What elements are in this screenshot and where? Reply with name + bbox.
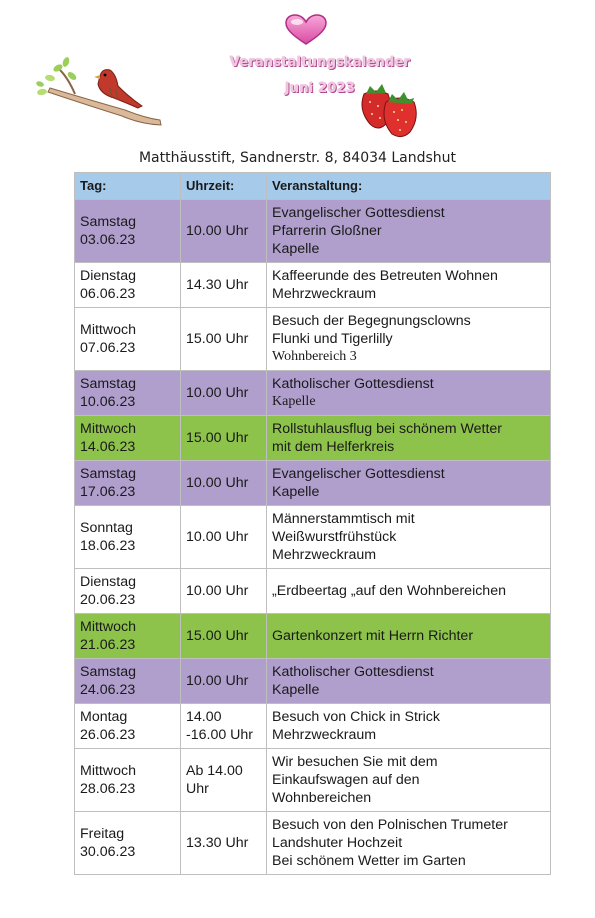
- event-line: Gartenkonzert mit Herrn Richter: [272, 628, 474, 644]
- event-line: Männerstammtisch mit: [272, 511, 415, 527]
- page-header: [0, 0, 595, 170]
- day-cell: [75, 200, 181, 263]
- heart-icon: [284, 14, 328, 46]
- date: 24.06.23: [80, 682, 136, 698]
- time-cell: [181, 659, 267, 704]
- time-text: 10.00 Uhr: [186, 385, 249, 401]
- day-cell: [75, 659, 181, 704]
- event-cell: [267, 263, 551, 308]
- date: 28.06.23: [80, 781, 136, 797]
- event-line: Katholischer Gottesdienst: [272, 664, 434, 680]
- table-row: [75, 749, 551, 812]
- time-text: 15.00 Uhr: [186, 331, 249, 347]
- table-row: [75, 704, 551, 749]
- event-line: Mehrzweckraum: [272, 727, 377, 743]
- time-cell: [181, 614, 267, 659]
- date: 17.06.23: [80, 484, 136, 500]
- time-cell: [181, 749, 267, 812]
- event-line: Weißwurstfrühstück: [272, 529, 397, 545]
- time-cell: [181, 200, 267, 263]
- date: 26.06.23: [80, 727, 136, 743]
- table-row: [75, 371, 551, 416]
- time-cell: [181, 461, 267, 506]
- event-line: Wohnbereich 3: [272, 349, 357, 364]
- time-cell: [181, 506, 267, 569]
- event-cell: [267, 569, 551, 614]
- strawberries-icon: [356, 80, 426, 140]
- time-text: 15.00 Uhr: [186, 430, 249, 446]
- day-cell: [75, 704, 181, 749]
- date: 03.06.23: [80, 232, 136, 248]
- time-text: 10.00 Uhr: [186, 529, 249, 545]
- weekday: Mittwoch: [80, 763, 136, 779]
- day-cell: [75, 461, 181, 506]
- table-header-row: [75, 173, 551, 200]
- event-line: Landshuter Hochzeit: [272, 835, 403, 851]
- event-calendar-table: [74, 172, 551, 875]
- event-line: Kapelle: [272, 484, 320, 500]
- table-row: [75, 461, 551, 506]
- event-cell: [267, 659, 551, 704]
- time-cell: [181, 704, 267, 749]
- weekday: Samstag: [80, 214, 136, 230]
- title-line-2: Juni 2023: [284, 81, 356, 96]
- time-text: 15.00 Uhr: [186, 628, 249, 644]
- event-cell: [267, 506, 551, 569]
- event-cell: [267, 308, 551, 371]
- table-row: [75, 263, 551, 308]
- weekday: Montag: [80, 709, 128, 725]
- time-text: 10.00 Uhr: [186, 223, 249, 239]
- table-row: [75, 569, 551, 614]
- header-day: Tag:: [75, 173, 181, 200]
- event-line: Evangelischer Gottesdienst: [272, 466, 445, 482]
- event-line: Flunki und Tigerlilly: [272, 331, 393, 347]
- event-line: Rollstuhlausflug bei schönem Wetter: [272, 421, 503, 437]
- weekday: Samstag: [80, 376, 136, 392]
- time-cell: [181, 416, 267, 461]
- weekday: Freitag: [80, 826, 125, 842]
- day-cell: [75, 416, 181, 461]
- time-text: 14.00: [186, 709, 222, 725]
- event-line: Kapelle: [272, 241, 320, 257]
- event-line: Wir besuchen Sie mit dem: [272, 754, 438, 770]
- address-line: Matthäusstift, Sandnerstr. 8, 84034 Landshut: [138, 150, 457, 166]
- day-cell: [75, 749, 181, 812]
- event-line: Einkaufswagen auf den: [272, 772, 420, 788]
- event-cell: [267, 749, 551, 812]
- date: 20.06.23: [80, 592, 136, 608]
- event-cell: [267, 461, 551, 506]
- event-line: Wohnbereichen: [272, 790, 372, 806]
- weekday: Dienstag: [80, 574, 136, 590]
- table-row: [75, 308, 551, 371]
- table-row: [75, 614, 551, 659]
- time-text: Ab 14.00: [186, 763, 243, 779]
- event-line: Katholischer Gottesdienst: [272, 376, 434, 392]
- day-cell: [75, 812, 181, 875]
- date: 06.06.23: [80, 286, 136, 302]
- event-line: Mehrzweckraum: [272, 286, 377, 302]
- event-cell: [267, 704, 551, 749]
- event-line: Evangelischer Gottesdienst: [272, 205, 445, 221]
- event-cell: [267, 200, 551, 263]
- event-line: Mehrzweckraum: [272, 547, 377, 563]
- day-cell: [75, 614, 181, 659]
- date: 14.06.23: [80, 439, 136, 455]
- date: 21.06.23: [80, 637, 136, 653]
- event-line: Bei schönem Wetter im Garten: [272, 853, 466, 869]
- table-row: [75, 659, 551, 704]
- header-event: Veranstaltung:: [267, 173, 551, 200]
- day-cell: [75, 308, 181, 371]
- weekday: Mittwoch: [80, 619, 136, 635]
- time-cell: [181, 263, 267, 308]
- weekday: Sonntag: [80, 520, 133, 536]
- weekday: Mittwoch: [80, 421, 136, 437]
- table-row: [75, 416, 551, 461]
- table-body: [75, 200, 551, 875]
- table-row: [75, 506, 551, 569]
- event-cell: [267, 812, 551, 875]
- event-line: „Erdbeertag „auf den Wohnbereichen: [272, 583, 506, 599]
- bird-on-branch-icon: [30, 48, 170, 133]
- date: 10.06.23: [80, 394, 136, 410]
- event-cell: [267, 416, 551, 461]
- title-line-1: Veranstaltungskalender: [229, 55, 411, 70]
- day-cell: [75, 371, 181, 416]
- time-cell: [181, 569, 267, 614]
- day-cell: [75, 506, 181, 569]
- event-cell: [267, 614, 551, 659]
- event-line: Kaffeerunde des Betreuten Wohnen: [272, 268, 498, 284]
- event-line: Besuch von den Polnischen Trumeter: [272, 817, 508, 833]
- event-cell: [267, 371, 551, 416]
- time-text: 10.00 Uhr: [186, 475, 249, 491]
- event-line: Kapelle: [272, 682, 320, 698]
- time-cell: [181, 308, 267, 371]
- weekday: Mittwoch: [80, 322, 136, 338]
- table-row: [75, 200, 551, 263]
- day-cell: [75, 263, 181, 308]
- table-row: [75, 812, 551, 875]
- time-text: 14.30 Uhr: [186, 277, 249, 293]
- time-text: -16.00 Uhr: [186, 727, 254, 743]
- event-line: Kapelle: [272, 394, 316, 409]
- event-line: mit dem Helferkreis: [272, 439, 395, 455]
- header-time: Uhrzeit:: [181, 173, 267, 200]
- event-line: Pfarrerin Gloßner: [272, 223, 382, 239]
- date: 30.06.23: [80, 844, 136, 860]
- time-text: 10.00 Uhr: [186, 673, 249, 689]
- time-cell: [181, 371, 267, 416]
- time-text: Uhr: [186, 781, 209, 797]
- weekday: Dienstag: [80, 268, 136, 284]
- day-cell: [75, 569, 181, 614]
- event-line: Besuch von Chick in Strick: [272, 709, 440, 725]
- weekday: Samstag: [80, 466, 136, 482]
- time-cell: [181, 812, 267, 875]
- time-text: 13.30 Uhr: [186, 835, 249, 851]
- date: 07.06.23: [80, 340, 136, 356]
- event-line: Besuch der Begegnungsclowns: [272, 313, 471, 329]
- weekday: Samstag: [80, 664, 136, 680]
- time-text: 10.00 Uhr: [186, 583, 249, 599]
- date: 18.06.23: [80, 538, 136, 554]
